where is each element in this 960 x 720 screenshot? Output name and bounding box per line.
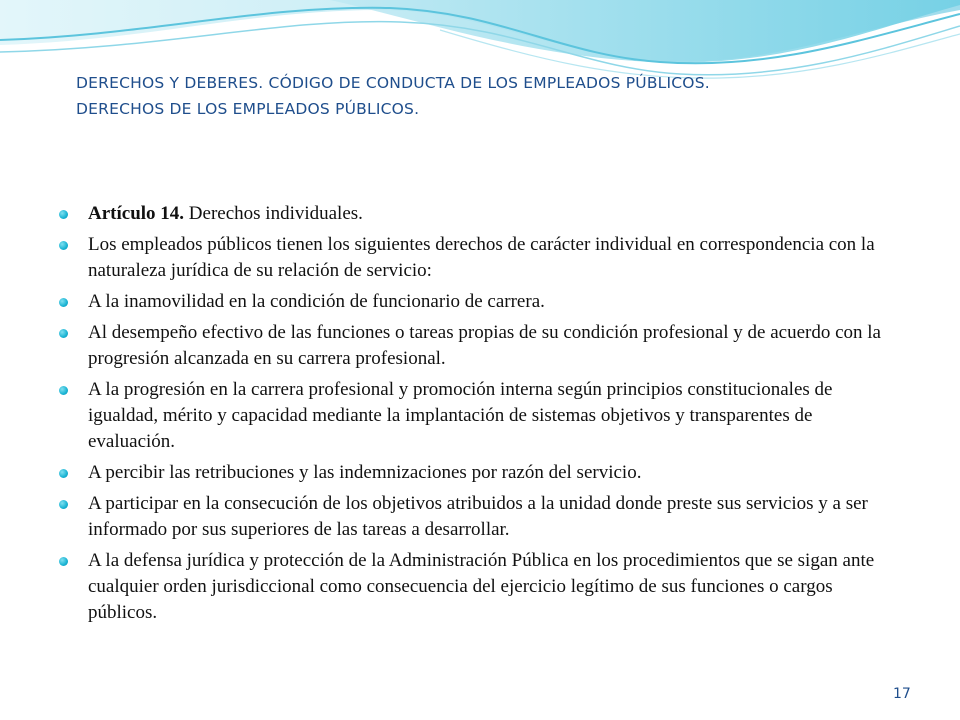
bullet-text: Los empleados públicos tienen los siguientes derechos de carácter individual en correspondencia con la naturaleza jurídica de su relación de servicio:	[88, 234, 875, 281]
bullet-dot-icon	[59, 469, 68, 478]
bullet-text: A la inamovilidad en la condición de funcionario de carrera.	[88, 291, 545, 312]
bullet-item-2	[57, 232, 897, 284]
bullet-item-4	[57, 320, 897, 372]
bullet-item-5	[57, 377, 897, 455]
bullet-dot-icon	[59, 298, 68, 307]
page-number: 17	[893, 686, 911, 702]
bullet-text: A participar en la consecución de los objetivos atribuidos a la unidad donde preste sus servicios y a ser informado por sus superiores de las tareas a desarrollar.	[88, 493, 868, 540]
bullet-item-7	[57, 491, 897, 543]
bullet-dot-icon	[59, 329, 68, 338]
bullet-dot-icon	[59, 210, 68, 219]
bullet-item-3	[57, 289, 897, 315]
bullet-dot-icon	[59, 241, 68, 250]
bullet-dot-icon	[59, 386, 68, 395]
bullet-list	[57, 201, 897, 631]
bullet-text: Derechos individuales.	[184, 203, 363, 224]
bullet-text: Al desempeño efectivo de las funciones o tareas propias de su condición profesional y de acuerdo con la progresión alcanzada en su carrera profesional.	[88, 322, 881, 369]
bullet-dot-icon	[59, 557, 68, 566]
bullet-text: A la progresión en la carrera profesional y promoción interna según principios constitucionales de igualdad, mérito y capacidad mediante la implantación de sistemas objetivos y transparentes de evaluación.	[88, 379, 833, 452]
slide-title-line-1: DERECHOS Y DEBERES. CÓDIGO DE CONDUCTA DE LOS EMPLEADOS PÚBLICOS.	[76, 74, 710, 92]
slide-title	[76, 70, 936, 122]
bullet-item-1	[57, 201, 897, 227]
article-label: Artículo 14.	[88, 203, 185, 224]
bullet-text: A percibir las retribuciones y las indemnizaciones por razón del servicio.	[88, 462, 642, 483]
bullet-text: A la defensa jurídica y protección de la Administración Pública en los procedimientos que se sigan ante cualquier orden jurisdiccional como consecuencia del ejercicio legítimo de sus funciones o cargos públicos.	[88, 550, 875, 623]
bullet-item-6	[57, 460, 897, 486]
slide-title-line-2: DERECHOS DE LOS EMPLEADOS PÚBLICOS.	[76, 100, 420, 118]
bullet-item-8	[57, 548, 897, 626]
bullet-dot-icon	[59, 500, 68, 509]
